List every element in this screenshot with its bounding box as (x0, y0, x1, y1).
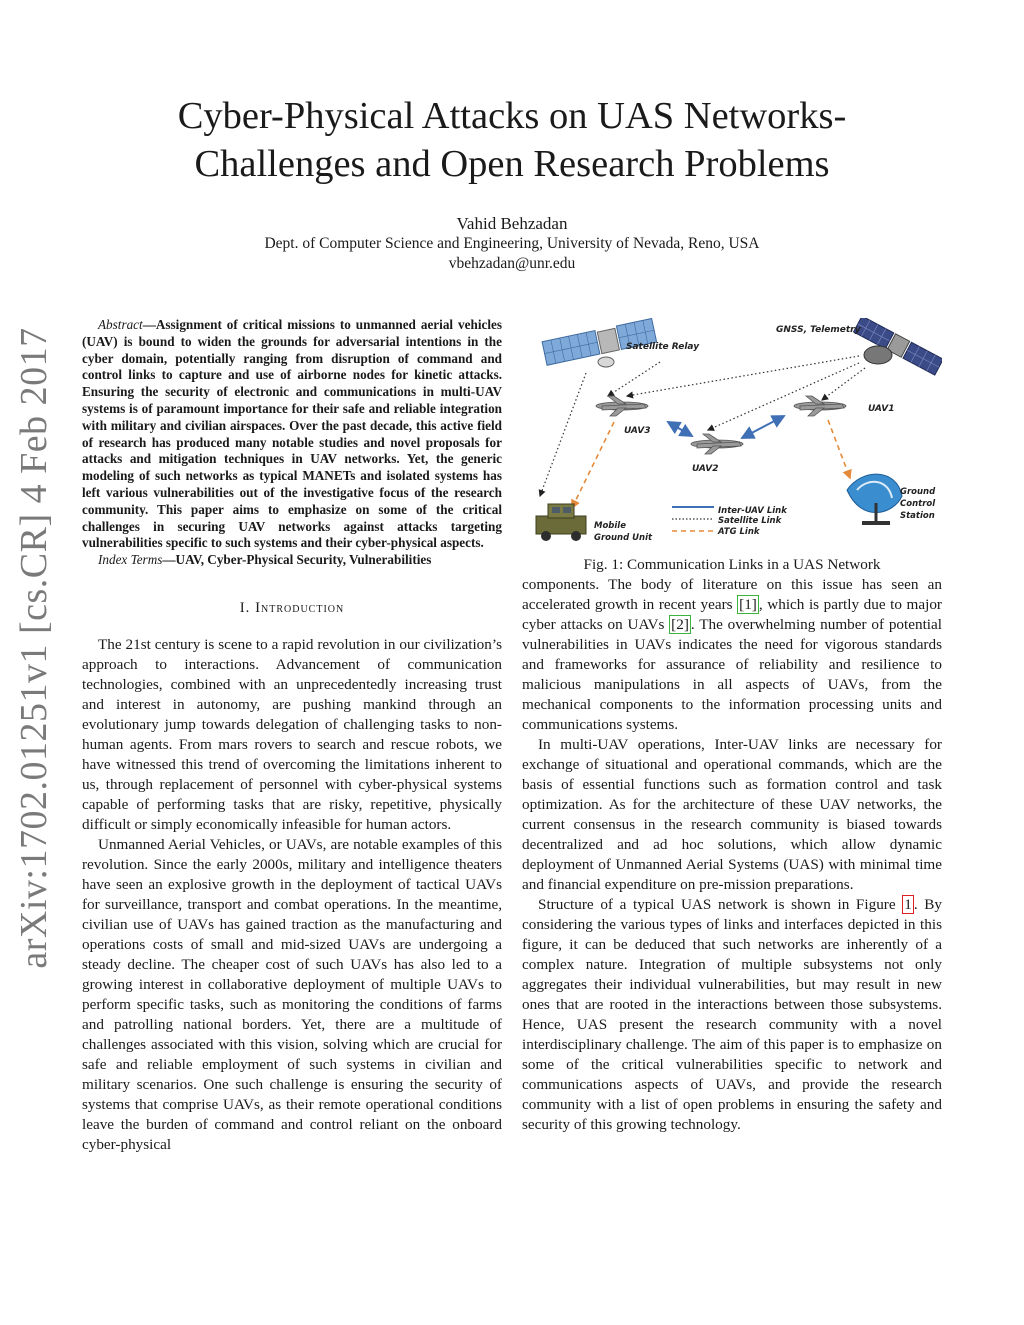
abstract-label: Abstract (98, 317, 143, 332)
citation-ref-1[interactable]: [1] (739, 596, 757, 613)
abstract-text: Assignment of critical missions to unmanned aerial vehicles (UAV) is bound to widen the grounds for adversarial intentions in the cyber domain, potentially ranging from disruption of command and control links to capture and use of airborne nodes for kinetic attacks. Ensuring the security of electronic and communications in multi-UAV systems is of paramount importance for their safe and reliable integration with military and civilian airspaces. Over the past decade, this active field of research has produced many notable studies and novel proposals for attacks and mitigation techniques in UAV networks. Yet, the generic modeling of such networks as typical MANETs and isolated systems has left various vulnerabilities out of the investigative focus of the research community. This paper aims to emphasize on some of the critical challenges in securing UAV networks against attacks targeting vulnerabilities specific to such systems and their cyber-physical aspects. (82, 317, 502, 551)
uav2-icon (691, 434, 743, 454)
legend-label-atg: ATG Link (718, 527, 760, 537)
uav3-icon (596, 396, 648, 416)
intro-paragraph-1: The 21st century is scene to a rapid revolution in our civilization’s approach to interactions. Advancement of communication technologies, combined with an unprecedentedly increasing trust and interest in autonomy, are pushing mankind through an evolutionary jump towards delegation of challenging tasks to non-human agents. From mars rovers to search and rescue robots, we have witnessed this trend of overcoming the limitations inherent to us, through replacement of personnel with cyber-physical systems capable of performing tasks that are risky, repetitive, physically difficult or simply economically infeasible for human actors. (82, 635, 502, 833)
section-heading-introduction (82, 599, 502, 617)
label-ground-control-line2: Control (900, 499, 936, 509)
right-p1-part-a: components. The body of literature on this issue has seen an accelerated growth in recent years (522, 576, 942, 613)
label-uav1: UAV1 (868, 404, 895, 414)
figure-ref-1[interactable]: 1 (904, 896, 912, 913)
intro-paragraph-2: Unmanned Aerial Vehicles, or UAVs, are notable examples of this revolution. Since the early 2000s, military and intelligence theaters have seen an explosive growth in the deployment of tactical UAVs for surveillance, transport and combat operations. In the meantime, civilian use of UAVs has gained traction as the manufacturing and operations costs of small and mid-sized UAVs are undergoing a steady decline. The cheaper cost of such UAVs has also led to a growing interest in collaborative deployment of multiple UAVs to perform specific tasks, such as monitoring the conditions of farms and patrolling national borders. Yet, there are a multitude of challenges associated with this vision, solving which are crucial for safe and reliable employment of such systems in civilian and military scenarios. One such challenge is ensuring the security of systems that comprise UAVs, as their remote operational conditions leave the burden of command and control reliant on the onboard cyber-physical (82, 835, 502, 1153)
right-paragraph-3 (522, 895, 942, 1135)
inter-uav-links (668, 416, 784, 438)
label-satellite-relay: Satellite Relay (626, 342, 700, 352)
gnss-satellite-icon (854, 318, 942, 375)
figure-uas-network (522, 318, 942, 553)
label-gnss-telemetry: GNSS, Telemetry (776, 325, 861, 335)
label-uav2: UAV2 (692, 464, 719, 474)
index-terms-text: UAV, Cyber-Physical Security, Vulnerabilities (175, 552, 432, 568)
arxiv-stamp-text: arXiv:1702.01251v1 [cs.CR] 4 Feb 2017 (13, 326, 55, 969)
uas-network-diagram (522, 318, 942, 553)
paper-title-line1: Cyber-Physical Attacks on UAS Networks- (177, 95, 847, 137)
uav1-icon (794, 396, 846, 416)
right-p1-part-c: . The overwhelming number of potential vulnerabilities in UAVs indicates the need for vigorous standards and frameworks for assurance of reliability and resilience to malicious manipulations in all aspects of UAVs, from the mechanical components to the information processing units and communications systems. (522, 616, 942, 733)
figure-caption: Fig. 1: Communication Links in a UAS Network (583, 556, 881, 573)
right-paragraph-2: In multi-UAV operations, Inter-UAV links are necessary for exchange of situational and operational commands, which are the basis of essential functions such as formation control and task optimization. As for the architecture of these UAV networks, the current consensus in the research community is biased towards decentralized and ad hoc solutions, which allow dynamic deployment of Unmanned Aerial Systems (UAS) with minimal time and financial expenditure on pre-mission preparations. (522, 736, 942, 893)
legend-label-satellite: Satellite Link (718, 516, 782, 526)
author-name: Vahid Behzadan (456, 214, 568, 233)
left-column (82, 317, 502, 1155)
mobile-ground-unit-icon (536, 504, 586, 541)
right-p3-part-a: Structure of a typical UAS network is shown in Figure (538, 896, 903, 913)
right-p1-part-b: , which is partly due to major cyber attacks on UAVs (522, 596, 942, 633)
abstract: Abstract—Assignment of critical missions to unmanned aerial vehicles (UAV) is bound to widen the grounds for adversarial intentions in the cyber domain, potentially ranging from disruption of command and control links to capture and use of airborne nodes for kinetic attacks. Ensuring the security of electronic and communications in multi-UAV systems is of paramount importance for their safe and reliable integration with military and civilian airspaces. Over the past decade, this active field of research has produced many notable studies and novel proposals for attacks and mitigation techniques in UAV networks. Yet, the generic modeling of such networks as typical MANETs and isolated systems has left various vulnerabilities out of the investigative focus of the research community. This paper aims to emphasize on some of the critical challenges in securing UAV networks against attacks targeting vulnerabilities specific to such systems and their cyber-physical aspects. (82, 317, 502, 551)
citation-ref-2[interactable]: [2] (671, 616, 689, 633)
author-email: vbehzadan@unr.edu (448, 255, 576, 272)
label-mobile-ground-line1: Mobile (594, 521, 626, 531)
author-block (100, 214, 924, 274)
index-terms: Index Terms—UAV, Cyber-Physical Security, Vulnerabilities (98, 552, 432, 568)
ground-control-station-icon (847, 474, 902, 525)
arxiv-stamp (13, 326, 55, 969)
legend-label-inter-uav: Inter-UAV Link (718, 506, 787, 516)
label-ground-control-line3: Station (900, 511, 935, 521)
paper-title (100, 92, 924, 188)
label-mobile-ground-line2: Ground Unit (594, 533, 653, 543)
paper-title-line2: Challenges and Open Research Problems (194, 143, 830, 185)
right-p3-part-b: . By considering the various types of links and interfaces depicted in this figure, it can be deduced that such networks are inherently of a complex nature. Integration of multiple subsystems not only aggregates their individual vulnerabilities, but may result in new ones that are rooted in the interactions between those subsystems. Hence, UAS present the research community with a novel interdisciplinary challenge. The aim of this paper is to emphasize on some of the critical vulnerabilities specific to network and communications aspects of UAVs, and provide the research community with a list of open problems in ensuring the safety and security of this growing technology. (522, 896, 942, 1133)
figure-legend (672, 506, 788, 537)
index-terms-label: Index Terms (98, 552, 163, 568)
label-ground-control-line1: Ground (900, 487, 936, 497)
right-column (522, 318, 942, 1135)
right-paragraph-1 (522, 575, 942, 735)
label-uav3: UAV3 (624, 426, 651, 436)
section-heading-text: I. Introduction (239, 599, 345, 616)
author-affiliation: Dept. of Computer Science and Engineering, University of Nevada, Reno, USA (264, 235, 760, 252)
